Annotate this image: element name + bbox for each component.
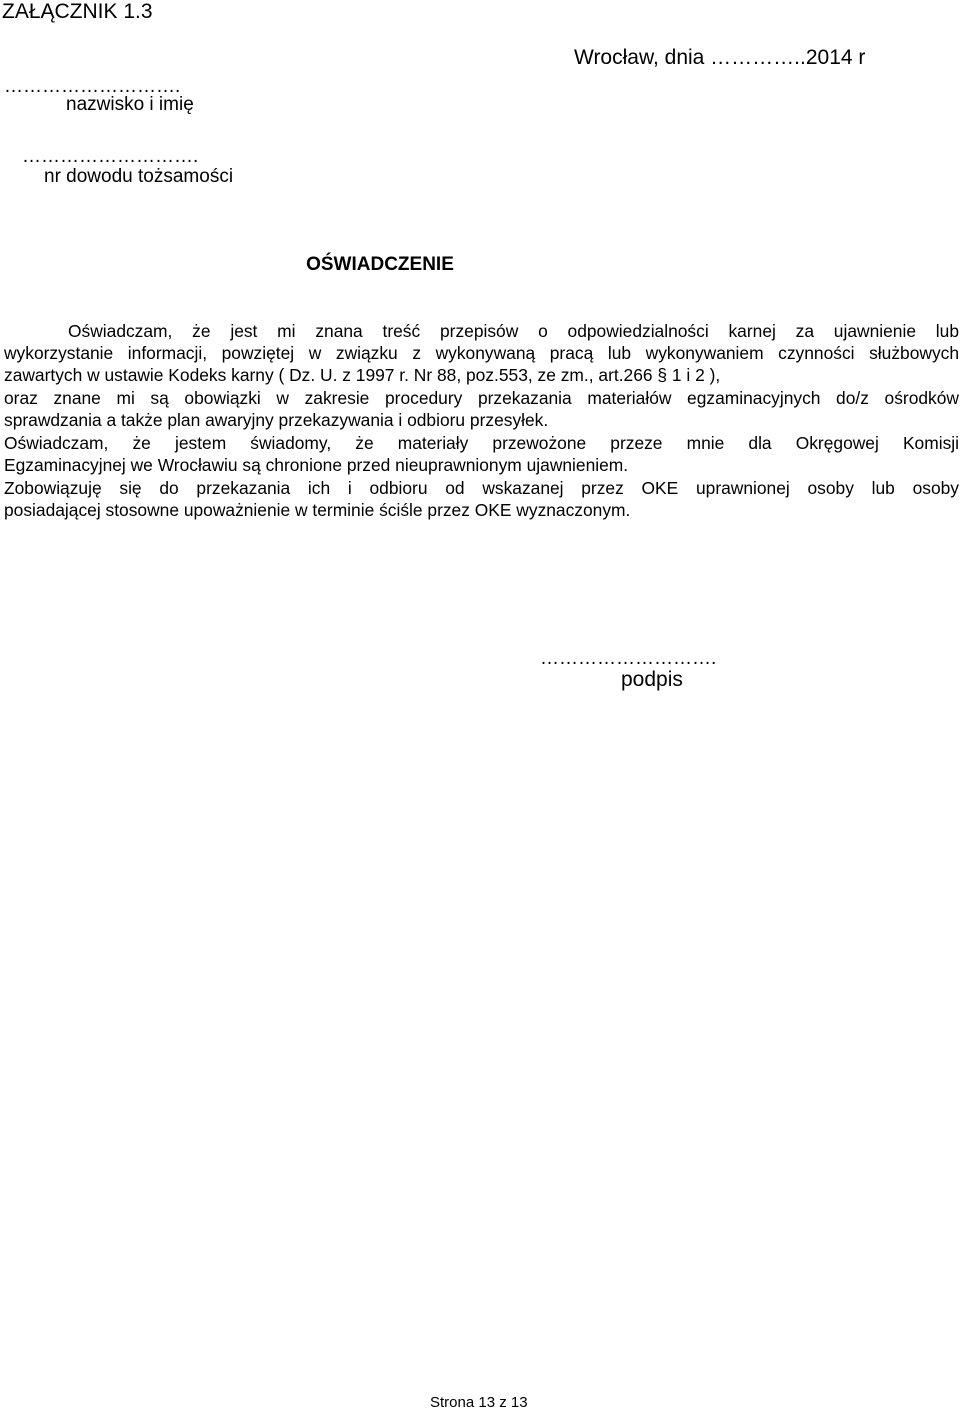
paragraph-line: Zobowiązuję się do przekazania ich i odbioru od wskazanej przez OKE uprawnionej osoby lub osoby <box>4 478 959 498</box>
paragraph-line: oraz znane mi są obowiązki w zakresie procedury przekazania materiałów egzaminacyjnych do/z ośrodków <box>4 388 959 408</box>
paragraph-line: Oświadczam, że jest mi znana treść przepisów o odpowiedzialności karnej za ujawnienie lub <box>68 321 959 341</box>
name-dotted-line: ………………………. <box>4 76 181 97</box>
paragraph-line: wykorzystanie informacji, powziętej w związku z wykonywaną pracą lub wykonywaniem czynności służbowych <box>4 343 959 363</box>
paragraph-line: sprawdzania a także plan awaryjny przekazywania i odbioru przesyłek. <box>4 410 549 430</box>
document-title: OŚWIADCZENIE <box>306 254 454 275</box>
id-dotted-line: ………………………. <box>22 146 199 167</box>
signature-dotted-line: ………………………. <box>540 648 717 669</box>
id-caption: nr dowodu tożsamości <box>44 166 234 187</box>
paragraph-line: Egzaminacyjnej we Wrocławiu są chronione przed nieuprawnionym ujawnieniem. <box>4 455 629 475</box>
paragraph-duties <box>4 387 959 431</box>
paragraph-obligation <box>4 477 959 521</box>
paragraph-line: zawartych w ustawie Kodeks karny ( Dz. U. z 1997 r. Nr 88, poz.553, ze zm., art.266 § 1 i 2 ), <box>4 365 721 385</box>
attachment-label: ZAŁĄCZNIK 1.3 <box>2 0 153 23</box>
paragraph-awareness <box>4 432 959 476</box>
date-line: Wrocław, dnia …………..2014 r <box>574 46 866 69</box>
page-footer: Strona 13 z 13 <box>430 1394 528 1411</box>
paragraph-line: posiadającej stosowne upoważnienie w terminie ściśle przez OKE wyznaczonym. <box>4 500 631 520</box>
name-caption: nazwisko i imię <box>66 94 194 115</box>
paragraph-knowledge <box>4 320 959 386</box>
paragraph-line: Oświadczam, że jestem świadomy, że materiały przewożone przeze mnie dla Okręgowej Komisji <box>4 433 959 453</box>
signature-caption: podpis <box>621 668 683 691</box>
